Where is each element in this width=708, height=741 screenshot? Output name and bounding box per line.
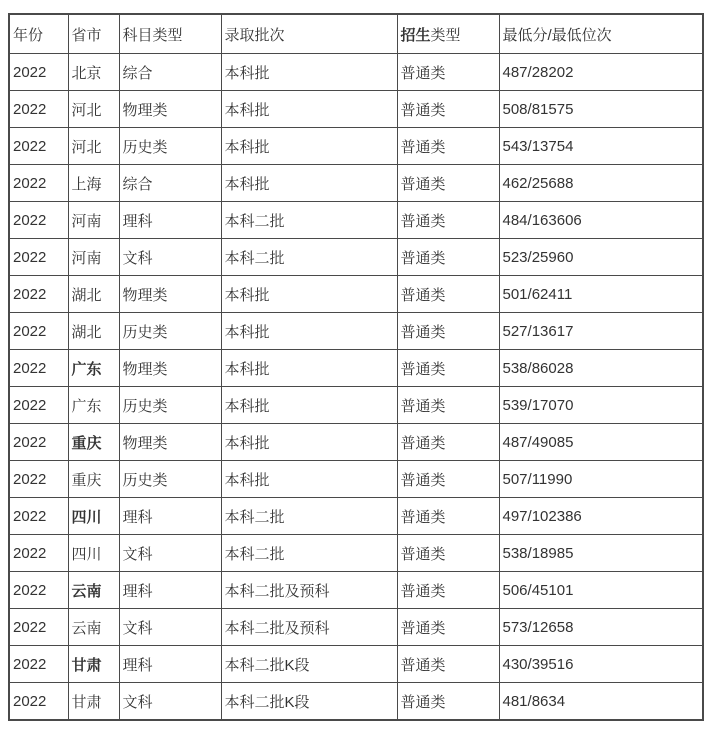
cell-text: 2022 [13,359,47,377]
column-header-text: 省市 [71,26,102,44]
cell-enrollment-type [397,535,499,572]
cell-text: 2022 [13,433,47,451]
cell-text: 本科批 [224,360,270,378]
cell-text: 本科二批 [224,545,285,563]
cell-text: 506/45101 [502,581,574,599]
cell-text: 甘肃 [71,693,102,711]
cell-province [68,572,119,609]
cell-admission-batch [221,350,397,387]
table-row [9,424,703,461]
cell-enrollment-type [397,165,499,202]
cell-year [9,646,68,683]
cell-text: 本科二批 [224,212,285,230]
cell-admission-batch [221,609,397,646]
cell-text: 普通类 [400,323,446,341]
cell-admission-batch [221,683,397,721]
table-row [9,350,703,387]
cell-year [9,461,68,498]
cell-province [68,128,119,165]
cell-text: 普通类 [400,397,446,415]
cell-admission-batch [221,572,397,609]
cell-text: 2022 [13,248,47,266]
table-row [9,202,703,239]
cell-text: 物理类 [122,101,168,119]
cell-min-score-rank [499,572,703,609]
cell-text: 539/17070 [502,396,574,414]
cell-province [68,202,119,239]
cell-min-score-rank [499,313,703,350]
cell-year [9,202,68,239]
cell-province [68,461,119,498]
cell-enrollment-type [397,128,499,165]
cell-text: 历史类 [122,471,168,489]
cell-year [9,276,68,313]
cell-text: 523/25960 [502,248,574,266]
table-row [9,313,703,350]
cell-text: 2022 [13,63,47,81]
cell-text: 2022 [13,692,47,710]
cell-text: 484/163606 [502,211,582,229]
cell-text: 理科 [122,212,153,230]
cell-text: 487/28202 [502,63,574,81]
cell-text: 普通类 [400,434,446,452]
cell-min-score-rank [499,498,703,535]
cell-text: 543/13754 [502,137,574,155]
cell-text: 普通类 [400,360,446,378]
cell-subject-type [119,202,221,239]
cell-text: 湖北 [71,286,102,304]
column-header-text: 类型 [430,26,461,44]
cell-subject-type [119,313,221,350]
cell-text: 2022 [13,544,47,562]
table-row [9,609,703,646]
cell-text: 云南 [71,619,102,637]
cell-text: 本科二批及预科 [224,619,330,637]
cell-text: 本科批 [224,175,270,193]
cell-province [68,91,119,128]
cell-text: 普通类 [400,656,446,674]
cell-enrollment-type [397,683,499,721]
cell-subject-type [119,128,221,165]
cell-province [68,683,119,721]
cell-year [9,387,68,424]
cell-subject-type [119,239,221,276]
cell-text: 2022 [13,211,47,229]
cell-text: 文科 [122,619,153,637]
cell-text: 四川 [71,545,102,563]
cell-province [68,313,119,350]
cell-text: 普通类 [400,471,446,489]
cell-province [68,424,119,461]
cell-year [9,128,68,165]
column-header-text: 年份 [13,26,44,44]
cell-text: 2022 [13,396,47,414]
cell-min-score-rank [499,609,703,646]
cell-text: 重庆 [71,434,102,452]
cell-admission-batch [221,387,397,424]
table-row [9,128,703,165]
cell-text: 本科批 [224,101,270,119]
cell-text: 历史类 [122,138,168,156]
cell-text: 理科 [122,508,153,526]
cell-admission-batch [221,276,397,313]
cell-text: 430/39516 [502,655,574,673]
table-row [9,165,703,202]
table-row [9,276,703,313]
cell-enrollment-type [397,609,499,646]
table-row [9,54,703,91]
cell-enrollment-type [397,91,499,128]
cell-text: 2022 [13,322,47,340]
cell-text: 文科 [122,693,153,711]
cell-text: 2022 [13,285,47,303]
cell-text: 河南 [71,212,102,230]
cell-text: 湖北 [71,323,102,341]
table-body [9,54,703,721]
cell-text: 501/62411 [502,285,573,303]
cell-text: 538/86028 [502,359,574,377]
cell-year [9,683,68,721]
cell-text: 本科二批K段 [224,693,310,711]
cell-text: 上海 [71,175,102,193]
cell-text: 本科批 [224,434,270,452]
cell-text: 本科批 [224,64,270,82]
cell-admission-batch [221,165,397,202]
cell-text: 物理类 [122,434,168,452]
cell-province [68,239,119,276]
cell-province [68,350,119,387]
cell-year [9,350,68,387]
cell-text: 物理类 [122,360,168,378]
cell-admission-batch [221,424,397,461]
table-row [9,535,703,572]
cell-enrollment-type [397,202,499,239]
cell-year [9,609,68,646]
cell-min-score-rank [499,535,703,572]
cell-admission-batch [221,535,397,572]
cell-text: 文科 [122,249,153,267]
cell-province [68,276,119,313]
table-row [9,461,703,498]
cell-min-score-rank [499,387,703,424]
cell-text: 北京 [71,64,102,82]
cell-min-score-rank [499,683,703,721]
cell-year [9,239,68,276]
cell-text: 573/12658 [502,618,574,636]
cell-year [9,424,68,461]
cell-year [9,54,68,91]
table-row [9,683,703,721]
cell-province [68,165,119,202]
cell-enrollment-type [397,498,499,535]
cell-subject-type [119,498,221,535]
cell-text: 物理类 [122,286,168,304]
header-row [9,14,703,54]
cell-text: 527/13617 [502,322,574,340]
cell-subject-type [119,535,221,572]
cell-text: 本科批 [224,323,270,341]
cell-text: 甘肃 [71,656,102,674]
cell-text: 普通类 [400,212,446,230]
cell-year [9,498,68,535]
cell-text: 2022 [13,470,47,488]
cell-text: 综合 [122,175,153,193]
cell-text: 本科批 [224,286,270,304]
column-header-text: 招生 [400,26,431,44]
cell-subject-type [119,350,221,387]
cell-min-score-rank [499,239,703,276]
cell-text: 2022 [13,581,47,599]
cell-province [68,535,119,572]
cell-min-score-rank [499,276,703,313]
cell-subject-type [119,424,221,461]
cell-text: 普通类 [400,101,446,119]
cell-subject-type [119,165,221,202]
cell-admission-batch [221,461,397,498]
cell-min-score-rank [499,128,703,165]
cell-year [9,572,68,609]
cell-text: 河北 [71,138,102,156]
cell-subject-type [119,646,221,683]
cell-province [68,609,119,646]
cell-enrollment-type [397,313,499,350]
cell-admission-batch [221,202,397,239]
cell-enrollment-type [397,239,499,276]
cell-text: 本科批 [224,471,270,489]
cell-text: 本科二批及预科 [224,582,330,600]
cell-min-score-rank [499,350,703,387]
cell-year [9,91,68,128]
column-header-min-score-rank [499,14,703,54]
cell-text: 本科二批 [224,249,285,267]
cell-text: 本科批 [224,138,270,156]
cell-admission-batch [221,128,397,165]
cell-text: 理科 [122,656,153,674]
cell-text: 2022 [13,655,47,673]
column-header-admission-batch [221,14,397,54]
cell-province [68,54,119,91]
cell-admission-batch [221,498,397,535]
cell-min-score-rank [499,646,703,683]
cell-text: 508/81575 [502,100,574,118]
cell-text: 普通类 [400,508,446,526]
cell-enrollment-type [397,387,499,424]
cell-enrollment-type [397,646,499,683]
cell-text: 重庆 [71,471,102,489]
cell-text: 本科批 [224,397,270,415]
cell-text: 本科二批 [224,508,285,526]
cell-admission-batch [221,313,397,350]
cell-subject-type [119,91,221,128]
table-row [9,498,703,535]
cell-text: 普通类 [400,64,446,82]
table-row [9,91,703,128]
admission-scores-table [8,13,704,721]
cell-text: 487/49085 [502,433,574,451]
cell-text: 综合 [122,64,153,82]
cell-text: 2022 [13,137,47,155]
cell-year [9,313,68,350]
cell-text: 普通类 [400,286,446,304]
cell-enrollment-type [397,350,499,387]
cell-year [9,535,68,572]
cell-text: 普通类 [400,138,446,156]
table-header [9,14,703,54]
cell-text: 理科 [122,582,153,600]
cell-subject-type [119,387,221,424]
cell-text: 河南 [71,249,102,267]
cell-text: 普通类 [400,545,446,563]
cell-min-score-rank [499,424,703,461]
cell-text: 507/11990 [502,470,573,488]
cell-subject-type [119,572,221,609]
cell-enrollment-type [397,424,499,461]
cell-min-score-rank [499,202,703,239]
cell-min-score-rank [499,91,703,128]
column-header-text: 录取批次 [224,26,285,44]
cell-text: 2022 [13,100,47,118]
cell-text: 2022 [13,618,47,636]
cell-admission-batch [221,646,397,683]
cell-subject-type [119,461,221,498]
cell-min-score-rank [499,461,703,498]
cell-text: 2022 [13,174,47,192]
cell-enrollment-type [397,572,499,609]
cell-subject-type [119,609,221,646]
cell-admission-batch [221,91,397,128]
column-header-text: 科目类型 [122,26,183,44]
cell-province [68,498,119,535]
cell-subject-type [119,276,221,313]
cell-province [68,387,119,424]
cell-text: 四川 [71,508,102,526]
cell-text: 普通类 [400,249,446,267]
table-row [9,572,703,609]
cell-text: 广东 [71,360,102,378]
table-row [9,646,703,683]
cell-text: 历史类 [122,323,168,341]
cell-enrollment-type [397,461,499,498]
cell-text: 普通类 [400,619,446,637]
cell-text: 普通类 [400,582,446,600]
column-header-subject-type [119,14,221,54]
cell-subject-type [119,683,221,721]
column-header-year [9,14,68,54]
cell-year [9,165,68,202]
cell-text: 历史类 [122,397,168,415]
cell-admission-batch [221,54,397,91]
cell-text: 河北 [71,101,102,119]
column-header-enrollment-type [397,14,499,54]
table-row [9,239,703,276]
column-header-province [68,14,119,54]
cell-text: 538/18985 [502,544,574,562]
cell-text: 云南 [71,582,102,600]
cell-province [68,646,119,683]
cell-text: 文科 [122,545,153,563]
cell-text: 本科二批K段 [224,656,310,674]
cell-admission-batch [221,239,397,276]
cell-text: 2022 [13,507,47,525]
table-row [9,387,703,424]
cell-subject-type [119,54,221,91]
cell-text: 462/25688 [502,174,574,192]
cell-text: 481/8634 [502,692,566,710]
cell-min-score-rank [499,165,703,202]
cell-text: 497/102386 [502,507,582,525]
cell-text: 广东 [71,397,102,415]
cell-enrollment-type [397,276,499,313]
cell-enrollment-type [397,54,499,91]
cell-text: 普通类 [400,175,446,193]
column-header-text: 最低分/最低位次 [502,26,612,44]
cell-min-score-rank [499,54,703,91]
cell-text: 普通类 [400,693,446,711]
